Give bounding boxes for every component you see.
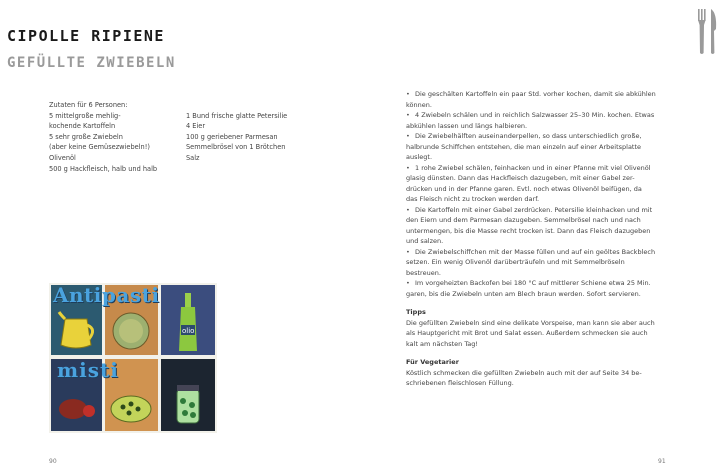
recipe-title: CIPOLLE RIPIENE <box>7 27 165 45</box>
step-item: • Im vorgeheizten Backofen bei 180 °C auf mittlerer Schiene etwa 25 Min. garen, bis die Zwiebeln unten am Blech braun werden. Sofort servieren. <box>406 279 651 298</box>
step-item: • Die Zwiebelhälften auseinanderpellen, so dass unterschiedlich große, halbrunde Schiffchen entstehen, die man einzeln auf einer Arbeitsplatte auslegt. <box>406 132 642 161</box>
bottle-illustration <box>161 285 215 355</box>
antipasti-poster-illustration <box>49 283 217 433</box>
ingredient-line: 5 mittelgroße mehlig- <box>49 111 121 120</box>
tips-text: Die gefüllten Zwiebeln sind eine delikate Vorspeise, man kann sie aber auch als Hauptgericht mit Brot und Salat essen. Außerdem schmecken sie auch kalt am nächsten Tag! <box>406 318 655 348</box>
vegetarian-heading: Für Vegetarier <box>406 358 459 366</box>
ingredient-line: 5 sehr große Zwiebeln <box>49 132 123 141</box>
ingredient-line: 1 Bund frische glatte Petersilie <box>186 111 288 120</box>
ingredient-line: Salz <box>186 153 200 162</box>
ingredient-line <box>186 100 316 111</box>
ingredient-line: Semmelbrösel von 1 Brötchen <box>186 143 286 152</box>
page-number-left: 90 <box>49 458 57 465</box>
ingredient-line: Zutaten für 6 Personen: <box>49 101 128 109</box>
olive-jar-illustration <box>161 359 215 431</box>
tips-heading: Tipps <box>406 308 426 316</box>
step-item: • 4 Zwiebeln schälen und in reichlich Salzwasser 25–30 Min. kochen. Etwas abkühlen lassen und längs halbieren. <box>406 111 655 130</box>
vegetarian-text: Köstlich schmecken die gefüllten Zwiebeln auch mit der auf Seite 34 be- schriebenen fleischlosen Füllung. <box>406 368 642 387</box>
bullet-icon: • <box>406 163 410 172</box>
ingredient-line: 4 Eier <box>186 122 206 131</box>
bullet-icon: • <box>406 132 410 140</box>
step-item: • Die geschälten Kartoffeln ein paar Std. vorher kochen, damit sie abkühlen können. <box>406 90 656 109</box>
ingredients-column-2 <box>186 100 316 164</box>
ingredient-line: 500 g Hackfleisch, halb und halb <box>49 164 158 173</box>
ingredient-line: 100 g geriebener Parmesan <box>186 132 278 141</box>
bullet-icon: • <box>406 247 410 256</box>
fork-and-knife-icon <box>695 7 719 55</box>
bullet-icon: • <box>406 279 410 287</box>
poster-tile-olive-jar <box>161 359 215 431</box>
poster-tile-bottle <box>161 285 215 355</box>
poster-word-misti: misti <box>57 358 119 382</box>
ingredient-line: Olivenöl <box>49 153 76 162</box>
step-item: • Die Kartoffeln mit einer Gabel zerdrücken. Petersilie kleinhacken und mit den Eiern und dem Parmesan dazugeben. Semmelbrösel nach und nach untermengen, bis die Masse recht trocken ist. Dann das Fleisch dazugeben und salzen. <box>406 205 653 245</box>
bullet-icon: • <box>406 90 410 98</box>
step-item: • 1 rohe Zwiebel schälen, feinhacken und in einer Pfanne mit viel Olivenöl glasig dünsten. Dann das Hackfleisch dazugeben, mit einer Gabel zer- drücken und in der Pfanne garen. Evtl. noch etwas Olivenöl beifügen, da das Fleisch nicht zu trocken werden darf. <box>406 163 651 203</box>
bullet-icon: • <box>406 111 410 119</box>
step-item: • Die Zwiebelschiffchen mit der Masse füllen und auf ein geöltes Backblech setzen. Ein wenig Olivenöl darüberträufeln und mit Semmelbröseln bestreuen. <box>406 247 656 277</box>
ingredients-column-1 <box>49 100 174 174</box>
bottle-label: olio <box>182 327 195 335</box>
recipe-subtitle: GEFÜLLTE ZWIEBELN <box>7 55 176 71</box>
page-number-right: 91 <box>658 458 666 465</box>
bullet-icon: • <box>406 205 410 214</box>
ingredient-line: kochende Kartoffeln <box>49 122 116 131</box>
poster-word-antipasti: Antipasti <box>53 283 160 307</box>
ingredient-line: (aber keine Gemüsezwiebeln!) <box>49 143 150 152</box>
preparation-steps <box>406 89 672 389</box>
